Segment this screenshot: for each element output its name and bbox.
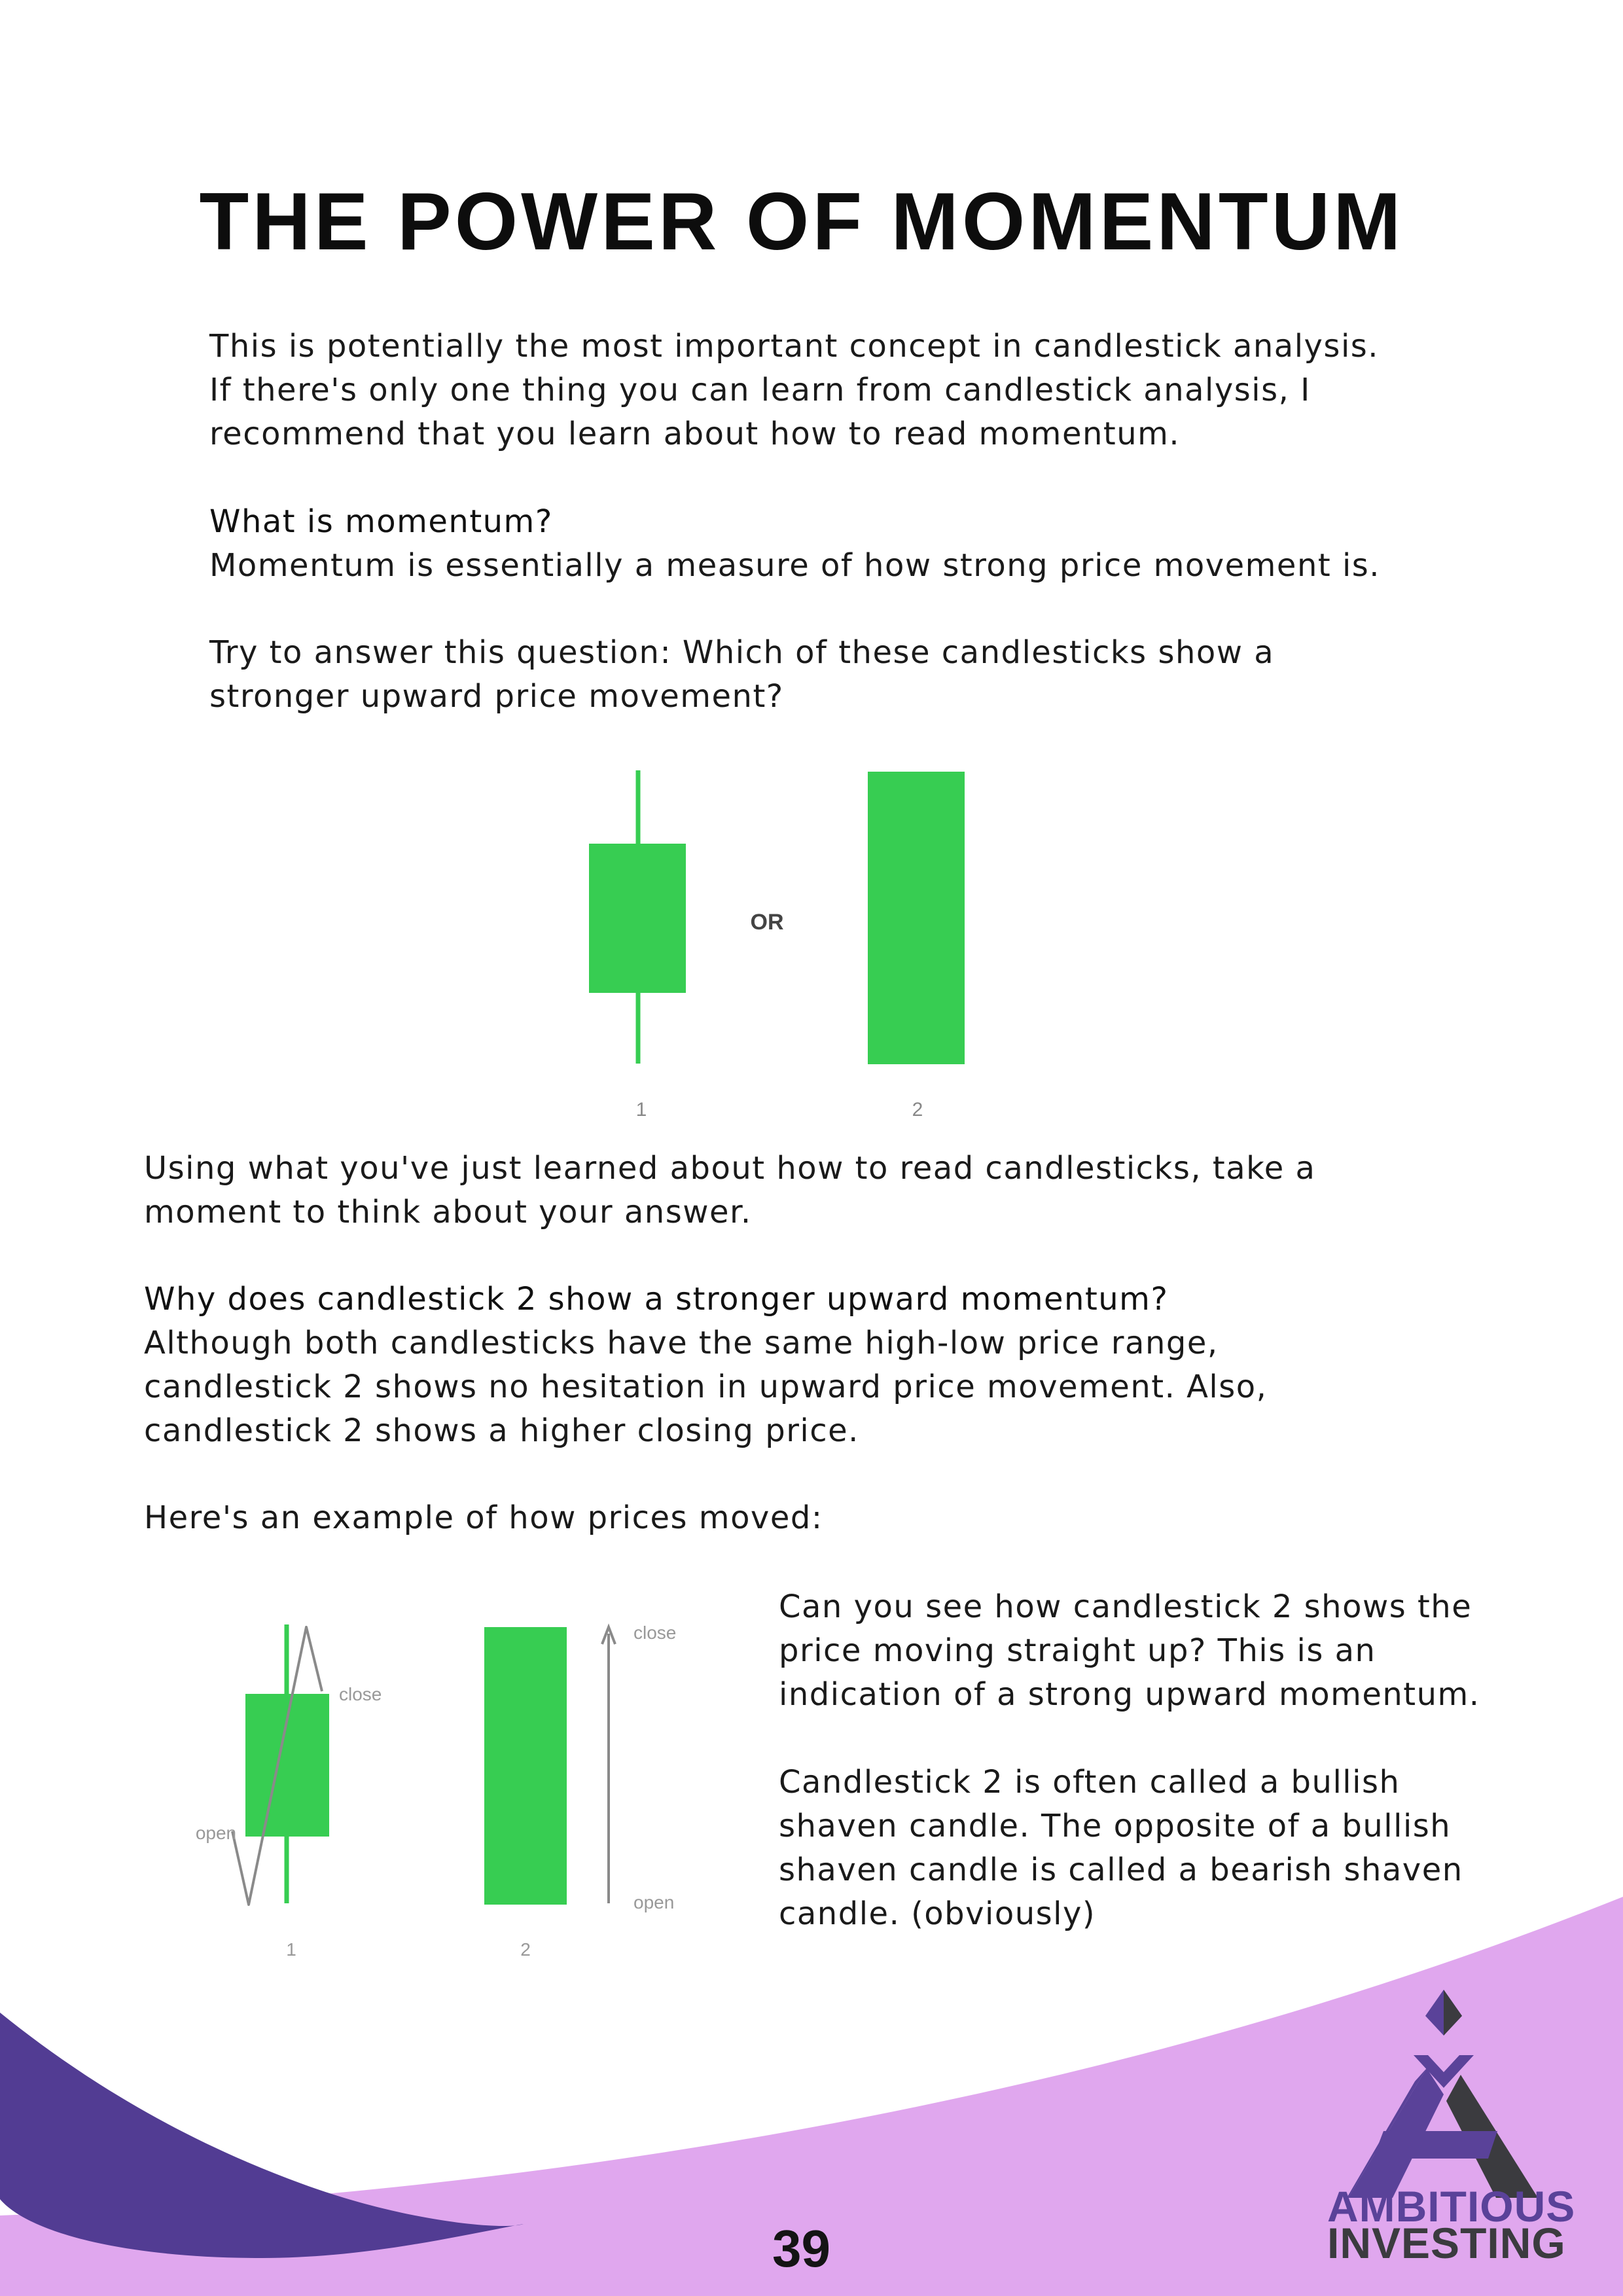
candle-2-body — [868, 772, 965, 1064]
candle-1-label: 1 — [286, 1939, 296, 1960]
why-section — [144, 1278, 1267, 1453]
or-label: OR — [750, 910, 784, 935]
side-paragraph-1 — [779, 1585, 1480, 1717]
side-line: indication of a strong upward momentum. — [779, 1676, 1480, 1713]
close-label-2: close — [633, 1623, 677, 1643]
intro-paragraph — [209, 325, 1379, 456]
example-intro — [144, 1496, 823, 1540]
side-line: candle. (obviously) — [779, 1895, 1096, 1932]
ambitious-investing-logo-icon — [1348, 1990, 1584, 2206]
intro-line: recommend that you learn about how to read momentum. — [209, 416, 1181, 452]
logo-text-investing: INVESTING — [1327, 2219, 1566, 2267]
side-line: price moving straight up? This is an — [779, 1632, 1376, 1669]
candle-2-label: 2 — [520, 1939, 531, 1960]
what-body: Momentum is essentially a measure of how strong price movement is. — [209, 547, 1381, 584]
think-line: Using what you've just learned about how to read candlesticks, take a — [144, 1150, 1316, 1187]
intro-line: If there's only one thing you can learn from candlestick analysis, I — [209, 372, 1311, 408]
candlestick-comparison-figure — [576, 762, 982, 1129]
candle-2-body — [484, 1627, 567, 1905]
logo-text-ambitious: AMBITIOUS — [1327, 2182, 1576, 2231]
intro-line: This is potentially the most important concept in candlestick analysis. — [209, 328, 1380, 365]
candle-1-body — [589, 844, 686, 993]
think-line: moment to think about your answer. — [144, 1194, 752, 1230]
example-intro-text: Here's an example of how prices moved: — [144, 1499, 823, 1536]
why-body-line: Although both candlesticks have the same high-low price range, — [144, 1325, 1219, 1361]
close-label-1: close — [339, 1684, 382, 1704]
why-body-line: candlestick 2 shows no hesitation in upward price movement. Also, — [144, 1369, 1268, 1405]
why-body-line: candlestick 2 shows a higher closing price. — [144, 1412, 859, 1449]
question-paragraph — [209, 631, 1274, 719]
question-line: Try to answer this question: Which of these candlesticks show a — [209, 634, 1275, 671]
open-label-2: open — [633, 1892, 675, 1912]
think-paragraph — [144, 1147, 1315, 1234]
why-heading: Why does candlestick 2 show a stronger upward momentum? — [144, 1281, 1169, 1318]
question-line: stronger upward price movement? — [209, 678, 784, 715]
open-label-1: open — [195, 1823, 237, 1843]
page-title: THE POWER OF MOMENTUM — [199, 177, 1404, 267]
side-line: shaven candle is called a bearish shaven — [779, 1852, 1463, 1888]
candle-1-label: 1 — [635, 1099, 647, 1121]
side-line: Can you see how candlestick 2 shows the — [779, 1588, 1472, 1625]
side-line: Candlestick 2 is often called a bullish — [779, 1764, 1400, 1801]
what-section — [209, 500, 1380, 588]
candle-2-label: 2 — [912, 1099, 923, 1121]
what-heading: What is momentum? — [209, 503, 553, 540]
side-line: shaven candle. The opposite of a bullish — [779, 1808, 1452, 1844]
page-number: 39 — [772, 2219, 830, 2278]
dark-purple-wave — [0, 2013, 524, 2258]
